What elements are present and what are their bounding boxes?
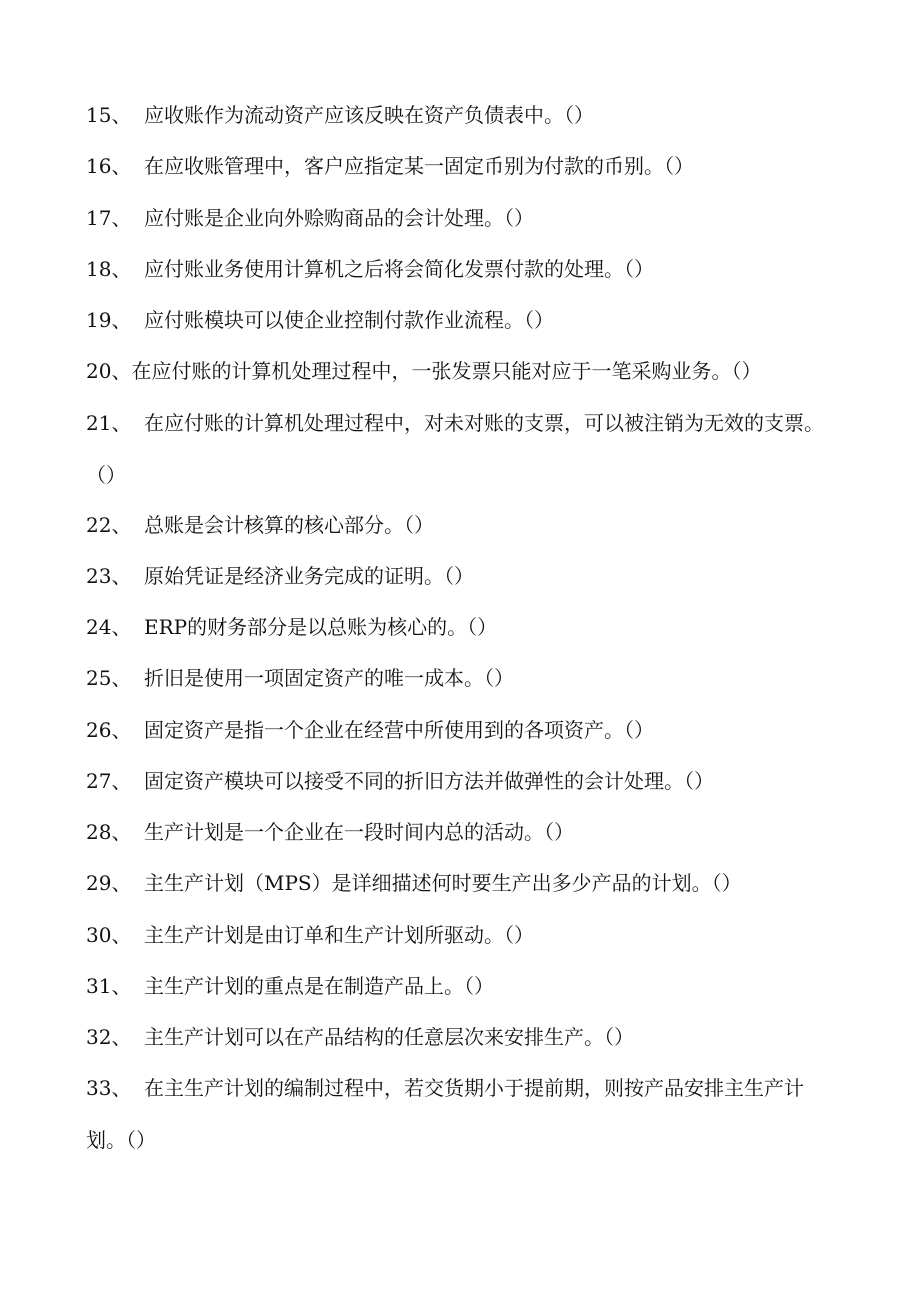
question-text: 固定资产是指一个企业在经营中所使用到的各项资产。（） — [144, 718, 654, 742]
question-number: 19、 — [86, 308, 132, 332]
question-24 — [86, 601, 826, 653]
question-number: 29、 — [86, 871, 132, 895]
question-text: 应付账业务使用计算机之后将会简化发票付款的处理。（） — [144, 257, 654, 281]
question-number: 32、 — [86, 1025, 132, 1049]
question-text: 主生产计划的重点是在制造产品上。（） — [144, 974, 494, 998]
question-number: 21、 — [86, 411, 132, 435]
question-number: 31、 — [86, 974, 132, 998]
question-number: 24、 — [86, 615, 132, 639]
question-number: 30、 — [86, 923, 132, 947]
question-number: 26、 — [86, 718, 132, 742]
question-19 — [86, 294, 826, 346]
question-number: 22、 — [86, 513, 132, 537]
question-text: 在应付账的计算机处理过程中，一张发票只能对应于一笔采购业务。（） — [131, 359, 762, 383]
question-16 — [86, 140, 826, 192]
question-text: 原始凭证是经济业务完成的证明。（） — [144, 564, 474, 588]
question-31 — [86, 960, 826, 1012]
question-text: 在主生产计划的编制过程中，若交货期小于提前期，则按产品安排主生产计划。（） — [86, 1076, 804, 1152]
question-text: 生产计划是一个企业在一段时间内总的活动。（） — [144, 820, 574, 844]
question-text: 在应收账管理中，客户应指定某一固定币别为付款的币别。（） — [144, 154, 694, 178]
question-text: 主生产计划（MPS）是详细描述何时要生产出多少产品的计划。（） — [144, 871, 742, 895]
question-number: 20、 — [86, 359, 132, 383]
question-number: 15、 — [86, 103, 132, 127]
question-text: 总账是会计核算的核心部分。（） — [144, 513, 434, 537]
question-number: 25、 — [86, 666, 132, 690]
question-18 — [86, 243, 826, 295]
question-text: 主生产计划可以在产品结构的任意层次来安排生产。（） — [144, 1025, 634, 1049]
question-33 — [86, 1062, 826, 1166]
question-29 — [86, 857, 826, 909]
question-number: 16、 — [86, 154, 132, 178]
question-number: 28、 — [86, 820, 132, 844]
question-number: 17、 — [86, 206, 132, 230]
question-number: 33、 — [86, 1076, 132, 1100]
question-15 — [86, 89, 826, 141]
question-27 — [86, 755, 826, 807]
question-text: 应付账模块可以使企业控制付款作业流程。（） — [144, 308, 554, 332]
question-26 — [86, 704, 826, 756]
question-text: 应收账作为流动资产应该反映在资产负债表中。（） — [144, 103, 594, 127]
question-28 — [86, 806, 826, 858]
question-text: 固定资产模块可以接受不同的折旧方法并做弹性的会计处理。（） — [144, 769, 714, 793]
question-text: 应付账是企业向外赊购商品的会计处理。（） — [144, 206, 534, 230]
question-text: ERP的财务部分是以总账为核心的。（） — [144, 615, 498, 639]
question-22 — [86, 499, 826, 551]
question-32 — [86, 1011, 826, 1063]
question-text: 折旧是使用一项固定资产的唯一成本。（） — [144, 666, 514, 690]
question-21 — [86, 397, 826, 501]
question-text: 在应付账的计算机处理过程中，对未对账的支票，可以被注销为无效的支票。（） — [86, 411, 824, 487]
question-number: 27、 — [86, 769, 132, 793]
question-number: 23、 — [86, 564, 132, 588]
question-text: 主生产计划是由订单和生产计划所驱动。（） — [144, 923, 534, 947]
question-30 — [86, 909, 826, 961]
question-20 — [86, 345, 826, 397]
question-17 — [86, 192, 826, 244]
question-23 — [86, 550, 826, 602]
question-25 — [86, 652, 826, 704]
question-number: 18、 — [86, 257, 132, 281]
